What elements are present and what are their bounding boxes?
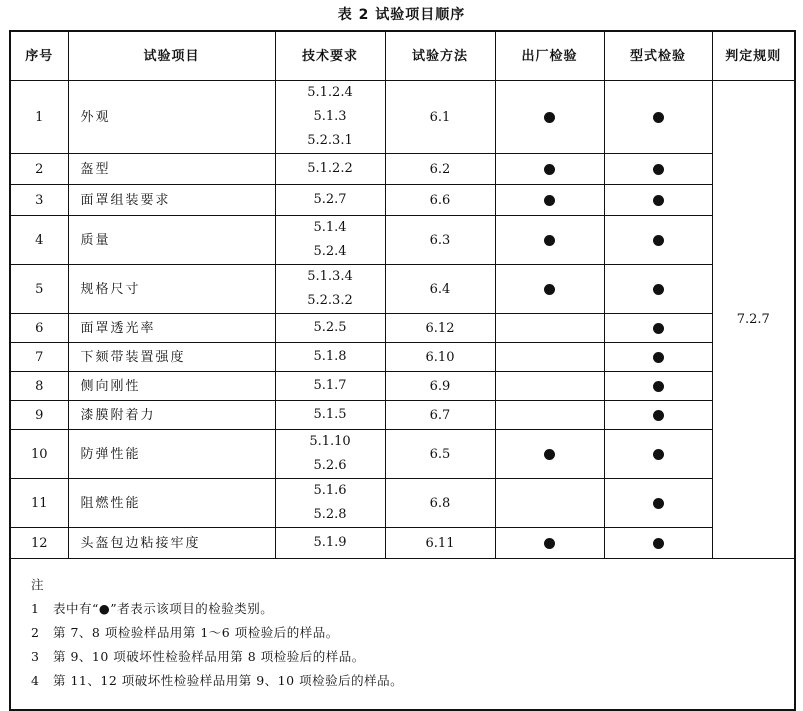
header-no: 序号 <box>10 31 68 81</box>
type-inspection-cell <box>604 372 712 401</box>
factory-inspection-cell <box>495 401 604 430</box>
note-number: 1 <box>31 601 40 616</box>
requirement-clause: 5.1.9 <box>313 535 347 550</box>
factory-inspection-cell <box>495 154 604 185</box>
bullet-mark-icon <box>653 538 664 549</box>
row-number: 1 <box>10 81 68 154</box>
row-number: 8 <box>10 372 68 401</box>
bullet-mark-icon <box>653 195 664 206</box>
type-inspection-cell <box>604 216 712 265</box>
row-number: 3 <box>10 185 68 216</box>
factory-inspection-cell <box>495 185 604 216</box>
bullet-mark-icon <box>653 498 664 509</box>
bullet-mark-icon <box>653 352 664 363</box>
table-row <box>10 314 795 343</box>
note-number: 3 <box>31 649 40 664</box>
note-text: 第 7、8 项检验样品用第 1～6 项检验后的样品。 <box>53 625 339 640</box>
test-method: 6.11 <box>385 528 495 559</box>
test-item: 防弹性能 <box>68 430 275 479</box>
row-number: 12 <box>10 528 68 559</box>
test-item: 侧向刚性 <box>68 372 275 401</box>
table-row <box>10 154 795 185</box>
note-text: 表中有“●”者表示该项目的检验类别。 <box>53 601 274 616</box>
type-inspection-cell <box>604 343 712 372</box>
bullet-mark-icon <box>544 538 555 549</box>
bullet-mark-icon <box>653 381 664 392</box>
requirement-clause: 5.2.5 <box>313 320 347 335</box>
requirement-clause: 5.1.7 <box>313 378 347 393</box>
notes-list <box>31 597 794 693</box>
requirement-clause: 5.1.3 <box>313 109 347 124</box>
header-item: 试验项目 <box>68 31 275 81</box>
requirement-clause: 5.2.6 <box>313 458 347 473</box>
test-item: 外观 <box>68 81 275 154</box>
header-method: 试验方法 <box>385 31 495 81</box>
requirement-clause: 5.1.8 <box>313 349 347 364</box>
test-item: 面罩组装要求 <box>68 185 275 216</box>
header-type-inspection: 型式检验 <box>604 31 712 81</box>
factory-inspection-cell <box>495 430 604 479</box>
table-row <box>10 265 795 314</box>
factory-inspection-cell <box>495 81 604 154</box>
notes-cell <box>10 559 795 711</box>
type-inspection-cell <box>604 154 712 185</box>
bullet-mark-icon <box>544 284 555 295</box>
notes-title: 注 <box>31 577 45 592</box>
test-method: 6.10 <box>385 343 495 372</box>
requirement-clause: 5.1.10 <box>309 434 351 449</box>
test-method: 6.4 <box>385 265 495 314</box>
table-row <box>10 372 795 401</box>
bullet-mark-icon <box>653 449 664 460</box>
row-number: 5 <box>10 265 68 314</box>
table-row <box>10 216 795 265</box>
table-row <box>10 81 795 154</box>
factory-inspection-cell <box>495 372 604 401</box>
row-number: 6 <box>10 314 68 343</box>
header-judgement-rule: 判定规则 <box>712 31 795 81</box>
bullet-mark-icon <box>653 410 664 421</box>
note-item <box>31 621 794 645</box>
test-method: 6.5 <box>385 430 495 479</box>
row-number: 11 <box>10 479 68 528</box>
type-inspection-cell <box>604 430 712 479</box>
type-inspection-cell <box>604 401 712 430</box>
row-number: 2 <box>10 154 68 185</box>
row-number: 9 <box>10 401 68 430</box>
test-item: 下颏带装置强度 <box>68 343 275 372</box>
test-item: 阻燃性能 <box>68 479 275 528</box>
bullet-mark-icon <box>653 235 664 246</box>
technical-requirement <box>275 314 385 343</box>
type-inspection-cell <box>604 479 712 528</box>
bullet-mark-icon <box>544 195 555 206</box>
requirement-clause: 5.2.3.1 <box>307 133 353 148</box>
factory-inspection-cell <box>495 265 604 314</box>
technical-requirement <box>275 372 385 401</box>
note-number: 4 <box>31 673 40 688</box>
requirement-clause: 5.2.8 <box>313 507 347 522</box>
technical-requirement <box>275 185 385 216</box>
judgement-rule: 7.2.7 <box>712 81 795 559</box>
test-sequence-table <box>9 30 796 711</box>
requirement-clause: 5.2.3.2 <box>307 293 353 308</box>
row-number: 7 <box>10 343 68 372</box>
test-method: 6.2 <box>385 154 495 185</box>
test-method: 6.7 <box>385 401 495 430</box>
requirement-clause: 5.1.6 <box>313 483 347 498</box>
factory-inspection-cell <box>495 479 604 528</box>
factory-inspection-cell <box>495 343 604 372</box>
requirement-clause: 5.1.5 <box>313 407 347 422</box>
technical-requirement <box>275 265 385 314</box>
type-inspection-cell <box>604 185 712 216</box>
notes-row <box>10 559 795 711</box>
table-row <box>10 185 795 216</box>
test-item: 面罩透光率 <box>68 314 275 343</box>
factory-inspection-cell <box>495 314 604 343</box>
note-item <box>31 597 794 621</box>
table-row <box>10 528 795 559</box>
requirement-clause: 5.2.4 <box>313 244 347 259</box>
note-text: 第 11、12 项破坏性检验样品用第 9、10 项检验后的样品。 <box>53 673 404 688</box>
header-factory-inspection: 出厂检验 <box>495 31 604 81</box>
technical-requirement <box>275 401 385 430</box>
bullet-mark-icon <box>544 164 555 175</box>
requirement-clause: 5.1.2.4 <box>307 85 353 100</box>
test-method: 6.3 <box>385 216 495 265</box>
note-number: 2 <box>31 625 40 640</box>
bullet-mark-icon <box>653 284 664 295</box>
table-row <box>10 343 795 372</box>
bullet-mark-icon <box>544 449 555 460</box>
requirement-clause: 5.1.3.4 <box>307 269 353 284</box>
bullet-mark-icon <box>544 235 555 246</box>
note-item <box>31 645 794 669</box>
test-method: 6.9 <box>385 372 495 401</box>
bullet-mark-icon <box>653 112 664 123</box>
requirement-clause: 5.1.2.2 <box>307 161 353 176</box>
test-item: 质量 <box>68 216 275 265</box>
table-row <box>10 401 795 430</box>
technical-requirement <box>275 154 385 185</box>
test-method: 6.8 <box>385 479 495 528</box>
requirement-clause: 5.2.7 <box>313 192 347 207</box>
table-caption: 表 2 试验项目顺序 <box>337 7 466 23</box>
row-number: 4 <box>10 216 68 265</box>
technical-requirement <box>275 430 385 479</box>
factory-inspection-cell <box>495 216 604 265</box>
header-requirement: 技术要求 <box>275 31 385 81</box>
factory-inspection-cell <box>495 528 604 559</box>
test-item: 盔型 <box>68 154 275 185</box>
type-inspection-cell <box>604 528 712 559</box>
technical-requirement <box>275 528 385 559</box>
test-item: 规格尺寸 <box>68 265 275 314</box>
test-item: 漆膜附着力 <box>68 401 275 430</box>
type-inspection-cell <box>604 314 712 343</box>
technical-requirement <box>275 216 385 265</box>
test-method: 6.12 <box>385 314 495 343</box>
note-item <box>31 669 794 693</box>
technical-requirement <box>275 81 385 154</box>
technical-requirement <box>275 479 385 528</box>
requirement-clause: 5.1.4 <box>313 220 347 235</box>
test-method: 6.6 <box>385 185 495 216</box>
table-row <box>10 479 795 528</box>
bullet-mark-icon <box>653 164 664 175</box>
bullet-mark-icon <box>544 112 555 123</box>
header-row <box>10 31 795 81</box>
note-text: 第 9、10 项破坏性检验样品用第 8 项检验后的样品。 <box>53 649 365 664</box>
bullet-mark-icon <box>653 323 664 334</box>
test-item: 头盔包边粘接牢度 <box>68 528 275 559</box>
test-method: 6.1 <box>385 81 495 154</box>
type-inspection-cell <box>604 81 712 154</box>
type-inspection-cell <box>604 265 712 314</box>
row-number: 10 <box>10 430 68 479</box>
table-row <box>10 430 795 479</box>
technical-requirement <box>275 343 385 372</box>
